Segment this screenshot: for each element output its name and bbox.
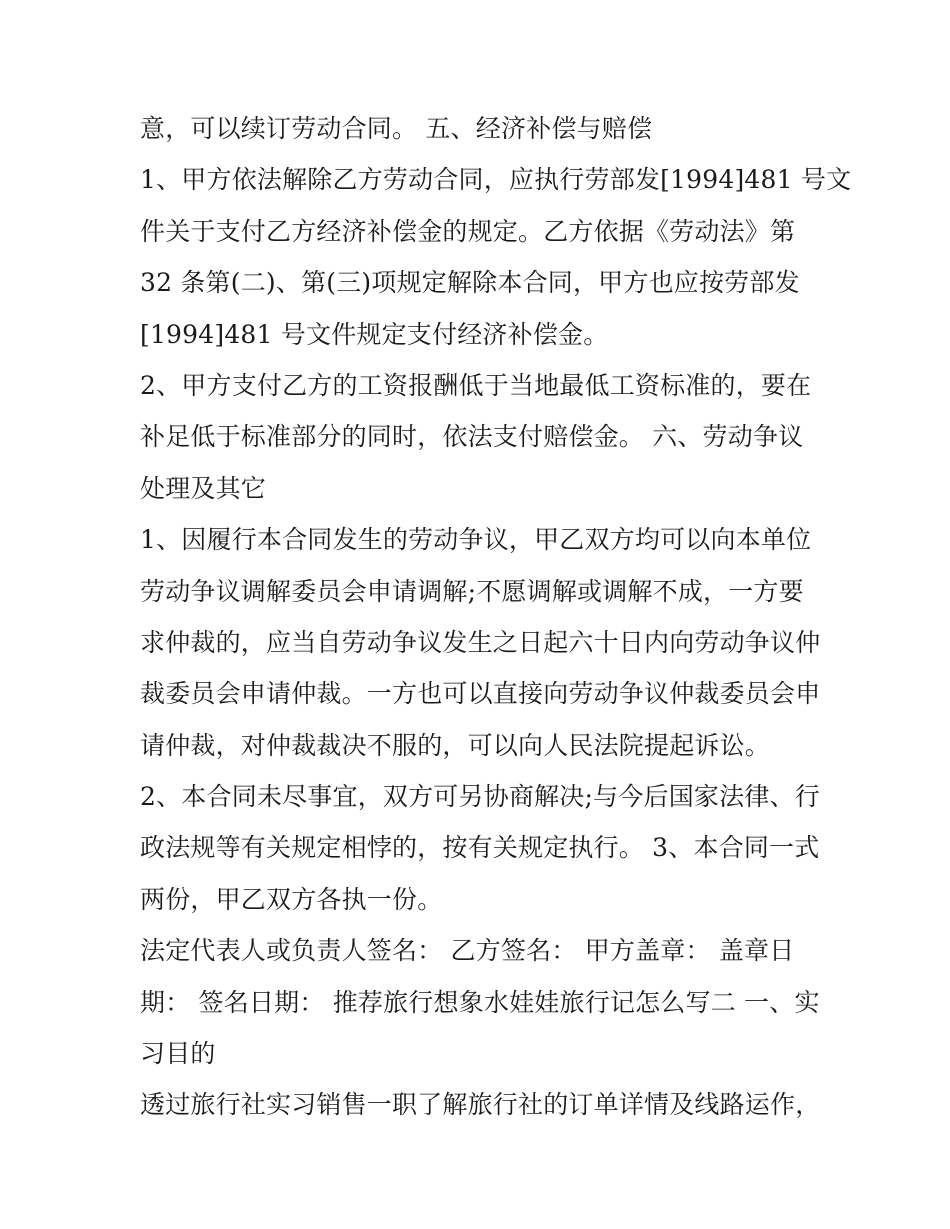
document-body — [140, 103, 852, 1131]
text-line-16: 两份，甲乙双方各执一份。 — [140, 884, 443, 914]
text-line-20: 透过旅行社实习销售一职了解旅行社的订单详情及线路运作， — [140, 1090, 821, 1120]
text-line-15: 政法规等有关规定相悖的，按有关规定执行。 3、本合同一式 — [140, 833, 820, 863]
text-line-7: 补足低于标准部分的同时，依法支付赔偿金。 六、劳动争议 — [140, 422, 804, 452]
text-line-13: 请仲裁，对仲裁裁决不服的，可以向人民法院提起诉讼。 — [140, 730, 771, 760]
text-line-3: 件关于支付乙方经济补偿金的规定。乙方依据《劳动法》第 — [140, 216, 796, 246]
text-line-6: 2、甲方支付乙方的工资报酬低于当地最低工资标准的，要在 — [140, 370, 812, 400]
text-line-2: 1、甲方依法解除乙方劳动合同，应执行劳部发[1994]481 号文 — [140, 165, 852, 195]
text-line-18: 期： 签名日期： 推荐旅行想象水娃娃旅行记怎么写二 一、实 — [140, 987, 820, 1017]
text-line-8: 处理及其它 — [140, 473, 267, 503]
text-line-4: 32 条第(二)、第(三)项规定解除本合同，甲方也应按劳部发 — [140, 268, 800, 298]
text-line-12: 裁委员会申请仲裁。一方也可以直接向劳动争议仲裁委员会申 — [140, 679, 821, 709]
text-line-5: [1994]481 号文件规定支付经济补偿金。 — [140, 319, 609, 349]
text-line-11: 求仲裁的，应当自劳动争议发生之日起六十日内向劳动争议仲 — [140, 627, 821, 657]
text-line-17: 法定代表人或负责人签名： 乙方签名： 甲方盖章： 盖章日 — [140, 936, 795, 966]
text-line-1: 意，可以续订劳动合同。 五、经济补偿与赔偿 — [140, 114, 653, 143]
text-line-19: 习目的 — [140, 1039, 216, 1069]
text-line-9: 1、因履行本合同发生的劳动争议，甲乙双方均可以向本单位 — [140, 525, 812, 555]
text-line-10: 劳动争议调解委员会申请调解;不愿调解或调解不成，一方要 — [140, 576, 804, 606]
text-line-14: 2、本合同未尽事宜，双方可另协商解决;与今后国家法律、行 — [140, 782, 820, 812]
